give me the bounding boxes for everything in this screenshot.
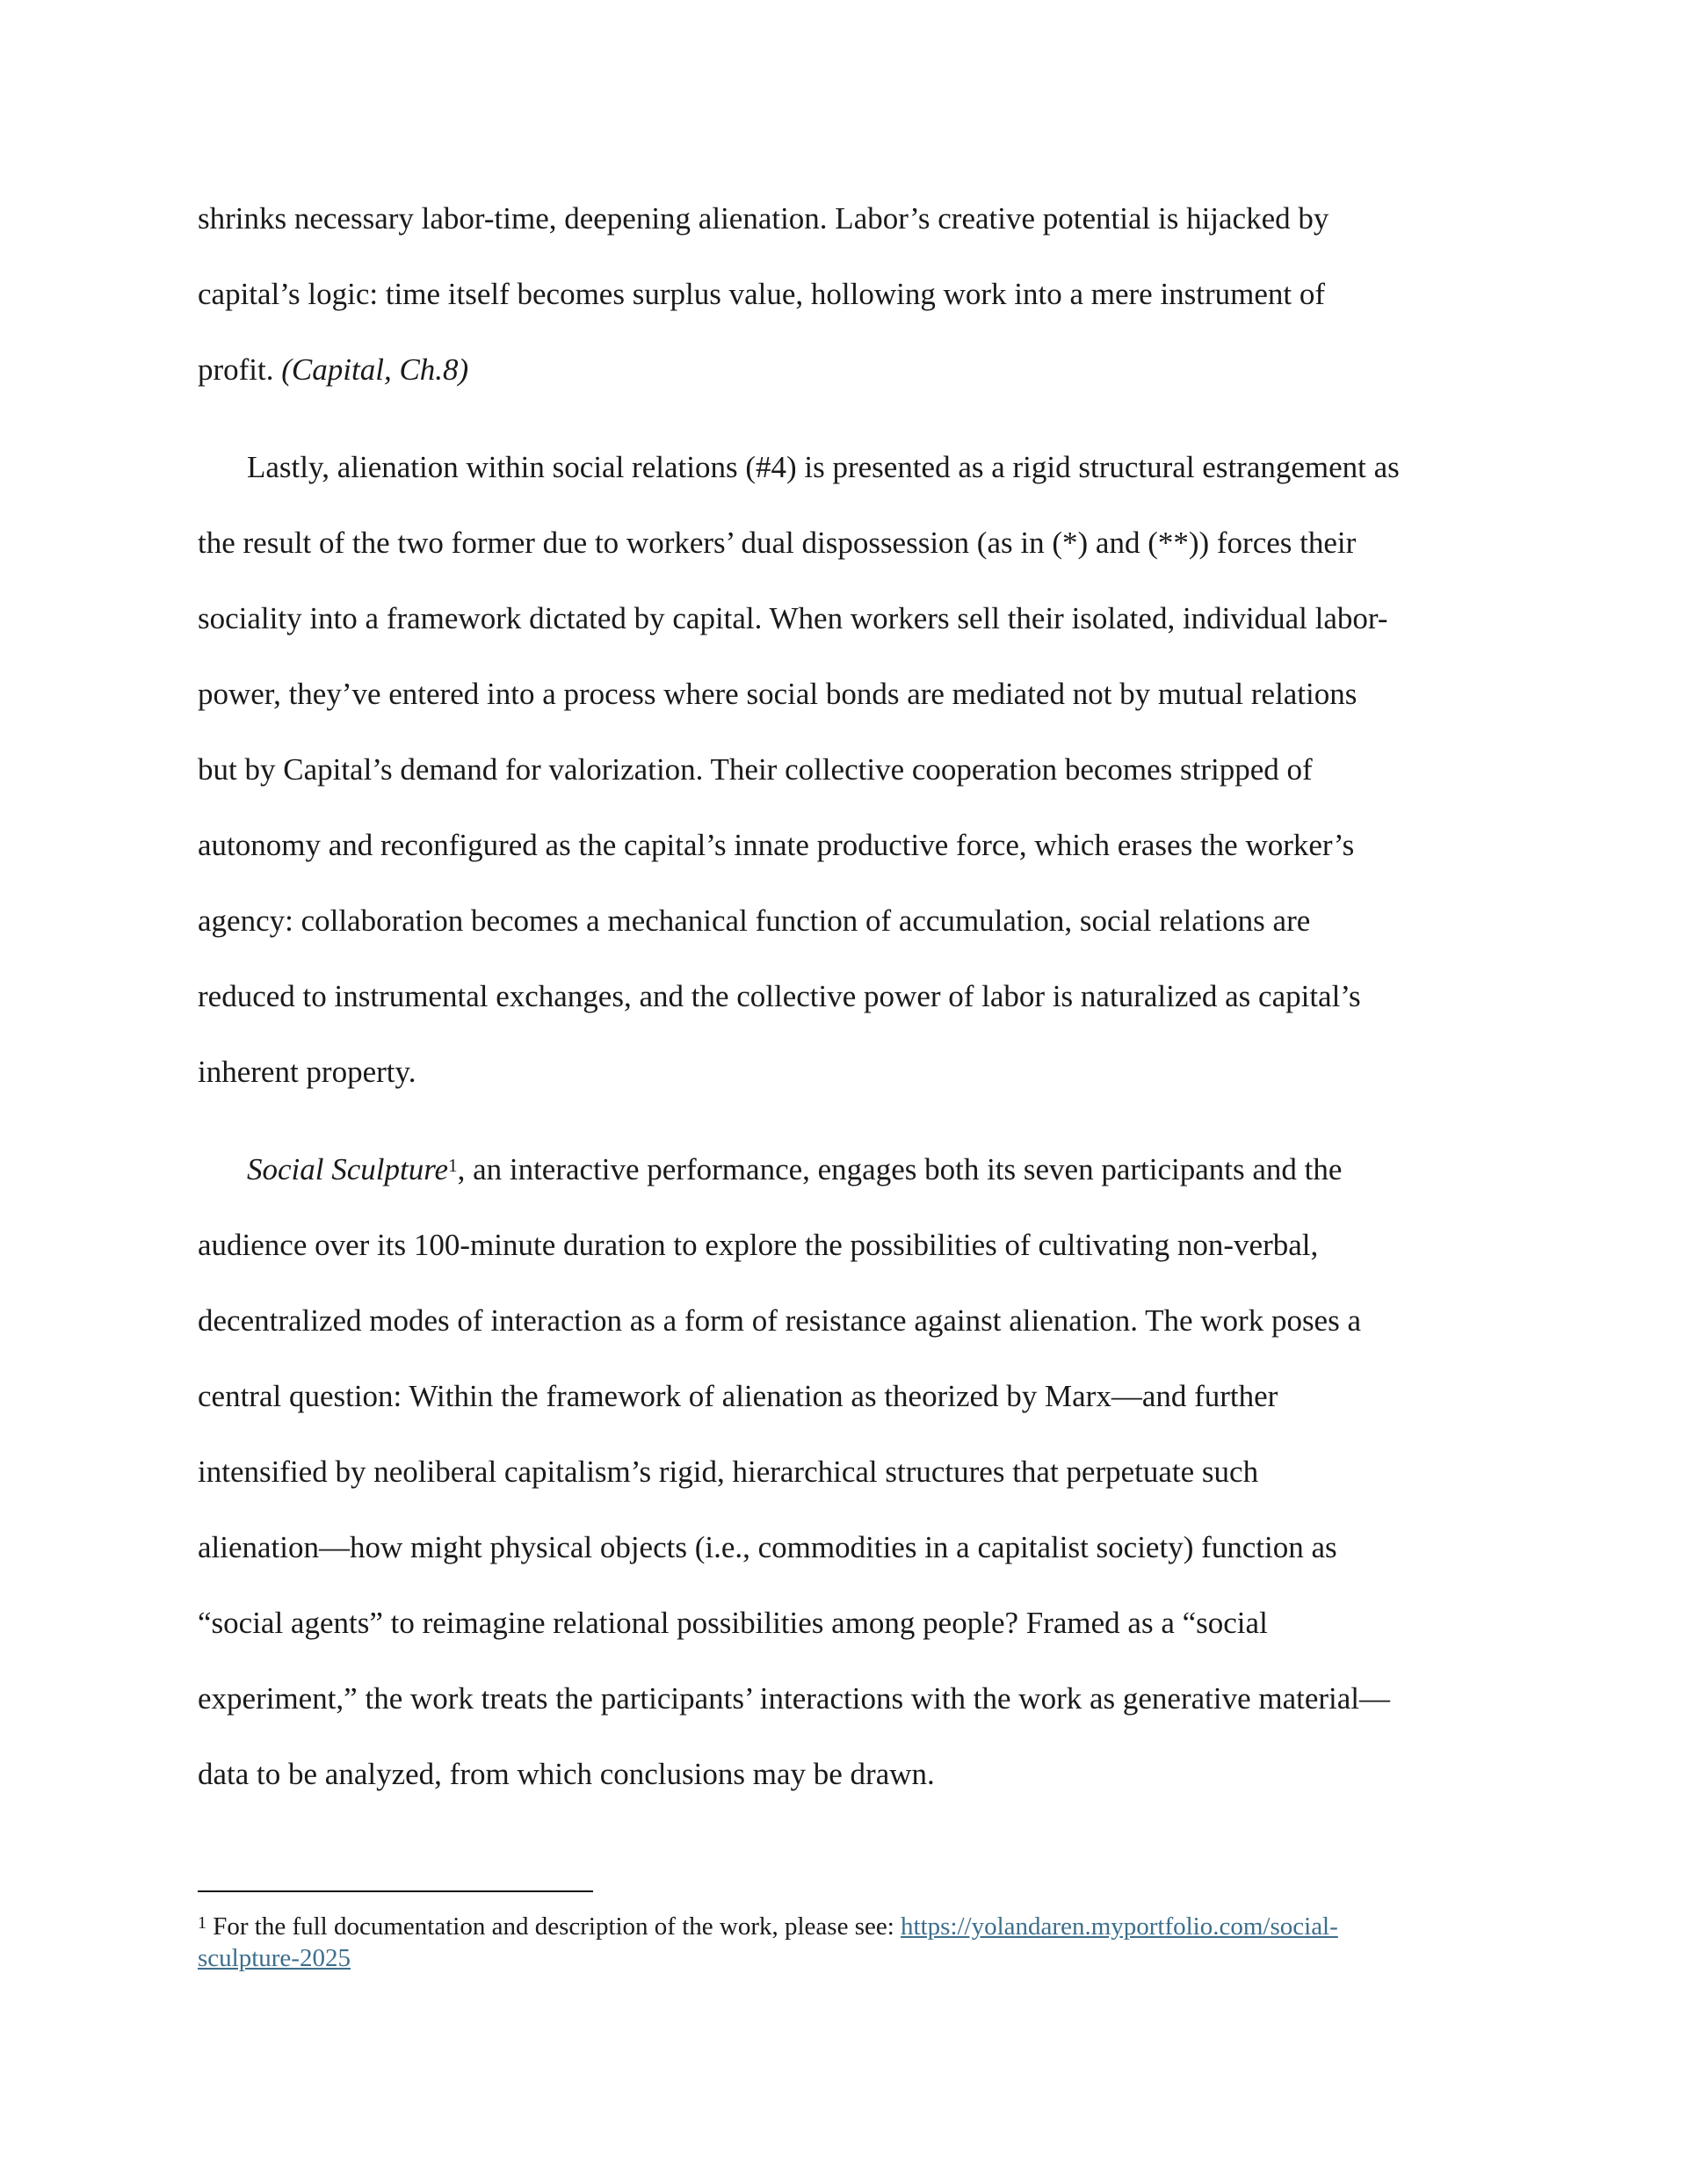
body-line: “social agents” to reimagine relational possibilities among people? Framed as a “social	[198, 1606, 1268, 1640]
body-line: autonomy and reconfigured as the capital’s innate productive force, which erases the worker’s	[198, 828, 1355, 862]
body-line: decentralized modes of interaction as a form of resistance against alienation. The work poses a	[198, 1303, 1362, 1338]
body-line: inherent property.	[198, 1055, 416, 1089]
body-line: power, they’ve entered into a process where social bonds are mediated not by mutual relations	[198, 677, 1358, 711]
body-line: shrinks necessary labor-time, deepening alienation. Labor’s creative potential is hijacked by	[198, 201, 1329, 236]
body-line: agency: collaboration becomes a mechanical function of accumulation, social relations are	[198, 903, 1311, 938]
body-line: sociality into a framework dictated by capital. When workers sell their isolated, individual labor-	[198, 601, 1388, 635]
body-line: alienation—how might physical objects (i.e., commodities in a capitalist society) function as	[198, 1530, 1337, 1564]
footnote-link-continuation[interactable]: sculpture-2025	[198, 1944, 351, 1972]
footnote-number: 1	[198, 1913, 206, 1933]
body-line: but by Capital’s demand for valorization. Their collective cooperation becomes stripped of	[198, 752, 1313, 787]
body-line: reduced to instrumental exchanges, and the collective power of labor is naturalized as capital’s	[198, 979, 1361, 1013]
body-line: data to be analyzed, from which conclusions may be drawn.	[198, 1757, 935, 1791]
body-line: capital’s logic: time itself becomes surplus value, hollowing work into a mere instrument of	[198, 277, 1326, 311]
work-title: Social Sculpture	[247, 1152, 449, 1186]
body-line	[247, 1150, 1342, 1189]
body-line: the result of the two former due to workers’ dual dispossession (as in (*) and (**)) forces their	[198, 526, 1357, 560]
body-line	[198, 351, 468, 389]
body-line: experiment,” the work treats the participants’ interactions with the work as generative material—	[198, 1681, 1391, 1716]
body-line: intensified by neoliberal capitalism’s rigid, hierarchical structures that perpetuate such	[198, 1455, 1259, 1489]
body-line: central question: Within the framework of alienation as theorized by Marx—and further	[198, 1379, 1278, 1413]
body-text: , an interactive performance, engages both its seven participants and the	[457, 1152, 1343, 1186]
footnote-separator	[198, 1890, 593, 1892]
body-line: audience over its 100-minute duration to explore the possibilities of cultivating non-verbal,	[198, 1228, 1319, 1262]
citation: (Capital, Ch.8)	[281, 352, 469, 387]
body-line: Lastly, alienation within social relations (#4) is presented as a rigid structural estrangement as	[247, 450, 1400, 484]
footnote-continuation	[198, 1942, 351, 1974]
footnote-text: For the full documentation and description of the work, please see:	[206, 1912, 901, 1941]
footnote-marker[interactable]: 1	[448, 1155, 458, 1176]
footnote-link[interactable]: https://yolandaren.myportfolio.com/social-	[901, 1912, 1338, 1941]
footnote	[198, 1911, 1338, 1942]
body-text: profit.	[198, 352, 274, 387]
